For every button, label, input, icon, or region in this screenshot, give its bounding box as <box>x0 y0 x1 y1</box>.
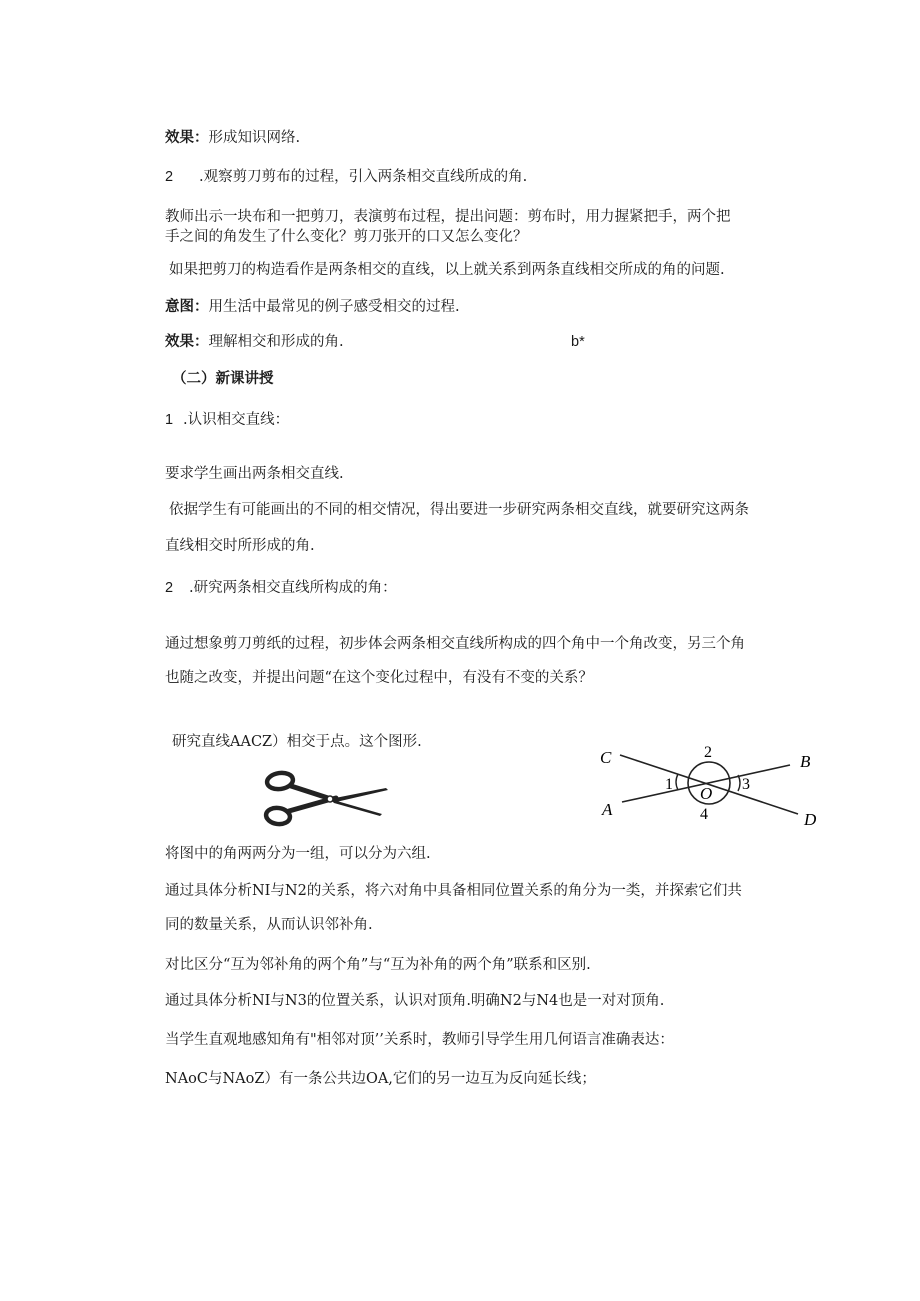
item-text: .研究两条相交直线所构成的角： <box>189 580 397 596</box>
item-number: 2 <box>165 169 174 185</box>
paragraph-geometry-language: 当学生直观地感知角有"相邻对顶’’关系时，教师引导学生用几何语言准确表达： <box>165 1032 674 1048</box>
effect-label: 效果： <box>165 130 209 146</box>
effect-label: 效果： <box>165 334 209 350</box>
paragraph-cases-line-1: 依据学生有可能画出的不同的相交情况，得出要进一步研究两条相交直线，就要研究这两条 <box>169 502 749 518</box>
item-number: 1 <box>165 412 174 428</box>
angle-3-arc <box>738 775 740 791</box>
intent-line <box>165 297 460 317</box>
label-o: O <box>700 784 713 803</box>
paragraph-adjacent-line-1: 通过具体分析NI与N2的关系，将六对角中具备相同位置关系的角分为一类，并探索它们共 <box>165 883 742 899</box>
paragraph-six-groups: 将图中的角两两分为一组，可以分为六组. <box>165 846 431 862</box>
label-c: C <box>600 748 612 767</box>
paragraph-imagine-line-2: 也随之改变，并提出问题“在这个变化过程中，有没有不变的关系？ <box>165 670 593 686</box>
angle-label-1: 1 <box>665 776 673 793</box>
label-d: D <box>804 810 817 829</box>
angle-label-2: 2 <box>704 744 712 761</box>
paragraph-imagine-line-1: 通过想象剪刀剪纸的过程，初步体会两条相交直线所构成的四个角中一个角改变，另三个角 <box>165 636 745 652</box>
paragraph-adjacent-line-2: 同的数量关系，从而认识邻补角. <box>165 917 373 933</box>
item-2-study-angles <box>165 578 397 598</box>
paragraph-cases-line-2: 直线相交时所形成的角. <box>165 538 315 554</box>
item-text: .观察剪刀剪布的过程，引入两条相交直线所成的角. <box>199 169 528 185</box>
angle-1-arc <box>676 774 678 790</box>
effect-line-2 <box>165 332 344 352</box>
paragraph-compare: 对比区分“互为邻补角的两个角”与“互为补角的两个角”联系和区别. <box>165 957 591 973</box>
intersecting-lines-figure <box>590 735 830 835</box>
item-number: 2 <box>165 580 174 596</box>
item-text: .认识相交直线： <box>183 412 290 428</box>
angle-label-4: 4 <box>700 806 708 823</box>
angle-label-3: 3 <box>742 776 750 793</box>
paragraph-study-figure: 研究直线AACZ）相交于点。这个图形. <box>172 734 422 750</box>
paragraph-draw-lines: 要求学生画出两条相交直线. <box>165 466 344 482</box>
scissors-icon <box>258 768 392 830</box>
section-heading-new-lesson: （二）新课讲授 <box>172 371 274 387</box>
effect-text: 理解相交和形成的角. <box>208 334 344 350</box>
paragraph-common-side: NAoC与NAoZ）有一条公共边OA,它们的另一边互为反向延长线； <box>165 1071 596 1087</box>
paragraph-teacher-line-2: 手之间的角发生了什么变化？剪刀张开的口又怎么变化？ <box>165 229 528 245</box>
paragraph-scissors-model: 如果把剪刀的构造看作是两条相交的直线，以上就关系到两条直线相交所成的角的问题. <box>169 262 725 278</box>
paragraph-teacher-line-1: 教师出示一块布和一把剪刀，表演剪布过程，提出问题：剪布时，用力握紧把手，两个把 <box>165 209 731 225</box>
stray-mark: b* <box>571 334 585 350</box>
intent-text: 用生活中最常见的例子感受相交的过程. <box>208 299 460 315</box>
effect-line-1 <box>165 128 300 148</box>
paragraph-vertical-angles: 通过具体分析NI与N3的位置关系，认识对顶角.明确N2与N4也是一对对顶角. <box>165 993 665 1009</box>
item-2-observe <box>165 167 527 187</box>
label-a: A <box>602 800 613 819</box>
item-1-intersecting-lines <box>165 410 289 430</box>
intent-label: 意图： <box>165 299 209 315</box>
label-b: B <box>800 752 811 771</box>
effect-text: 形成知识网络. <box>208 130 301 146</box>
